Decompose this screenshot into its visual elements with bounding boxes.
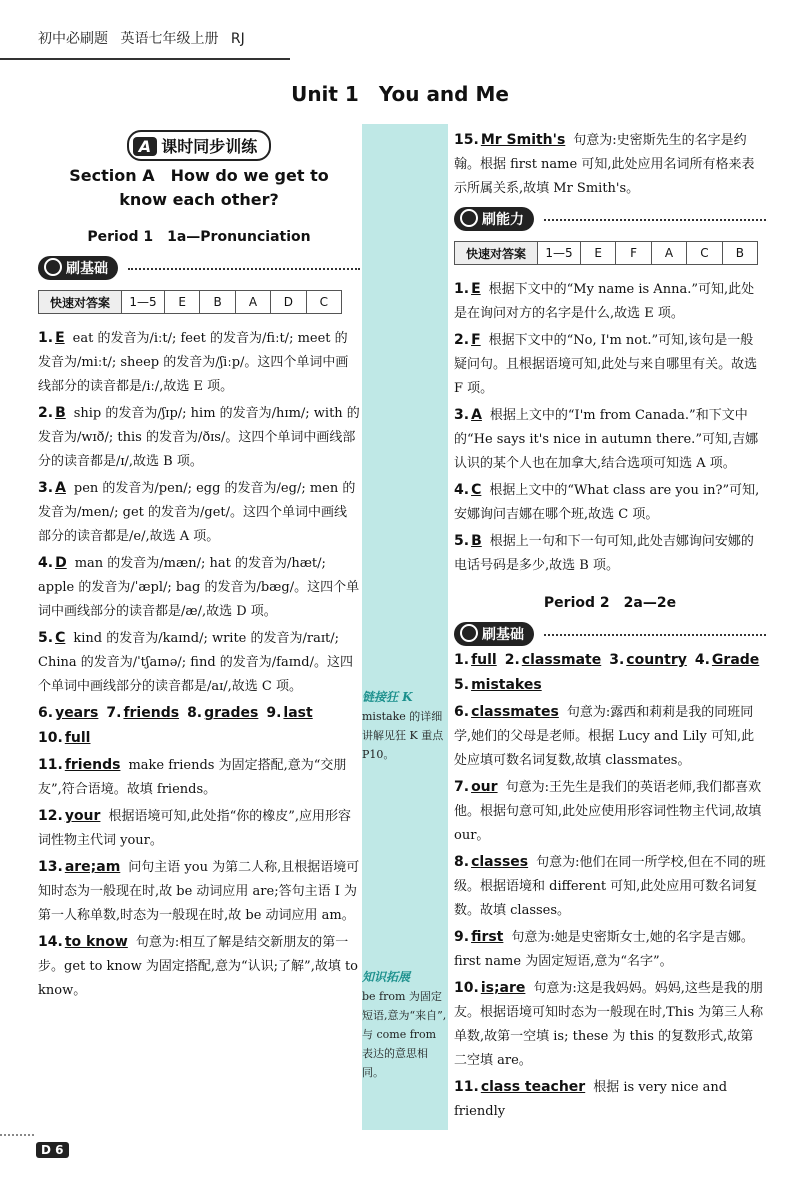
item-explanation: 根据下文中的“My name is Anna.”可知,此处是在询问对方的名字是什么,故选 E 项。 (454, 282, 755, 321)
answer-item (38, 401, 360, 474)
answer-list (38, 326, 360, 699)
item-answer: friends (123, 705, 180, 721)
brush-icon (460, 624, 478, 642)
header-rule (0, 58, 290, 60)
answer-item (38, 753, 360, 802)
item-answer: are;am (64, 859, 121, 875)
item-number: 12. (38, 808, 63, 824)
side-note-tag: 知识拓展 (362, 970, 411, 984)
quick-answer-table: 快速对答案 1—5 E F A C B (454, 241, 758, 265)
item-answer: A (471, 407, 482, 423)
answer-item (454, 277, 766, 326)
item-number: 2. (38, 405, 54, 421)
header-edition: RJ (230, 31, 245, 47)
item-number: 8. (187, 705, 203, 721)
answer-item (454, 700, 766, 773)
brush-icon (460, 209, 478, 227)
footer-rule (0, 1134, 34, 1136)
item-explanation: pen 的发音为/pen/; egg 的发音为/eg/; men 的发音为/men/; get 的发音为/get/。这四个单词中画线部分的读音都是/e/,故选 A 项。 (38, 481, 356, 544)
item-number: 3. (38, 480, 54, 496)
answer-item (454, 925, 766, 974)
item-answer: E (55, 330, 65, 346)
item-number: 2. (504, 652, 520, 668)
item-number: 7. (106, 705, 122, 721)
answer-list (454, 277, 766, 578)
item-answer: classes (471, 854, 529, 870)
item-explanation: make friends 为固定搭配,意为“交朋友”,符合语境。故填 friends。 (38, 758, 347, 797)
item-explanation: 根据上文中的“I'm from Canada.”和下文中的“He says it's nice in autumn there.”可知,吉娜认识的某个人也在加拿大,结合选项可知选 A 项。 (454, 408, 759, 471)
answer-list (454, 128, 766, 201)
side-note-link (362, 688, 448, 764)
item-answer: class teacher (480, 1079, 586, 1095)
item-answer: full (471, 652, 497, 668)
item-number: 11. (454, 1079, 479, 1095)
item-explanation: 句意为:露西和莉莉是我的同班同学,她们的父母是老师。根据 Lucy and Lily 可知,此处应填可数名词复数,故填 classmates。 (454, 705, 755, 768)
item-answer: is;are (480, 980, 526, 996)
side-note-tag: 链接狂 K (362, 690, 413, 704)
side-note-knowledge (362, 968, 448, 1082)
answer-item (38, 804, 360, 853)
banner-text: 课时同步训练 (161, 137, 258, 156)
answer-item (454, 673, 766, 698)
item-explanation: 问句主语 you 为第二人称,且根据语境可知时态为一般现在时,故 be 动词应用 are;答句主语 I 为第一人称单数,时态为一般现在时,故 be 动词应用 am。 (38, 860, 360, 923)
item-number: 4. (454, 482, 470, 498)
item-number: 6. (38, 705, 54, 721)
item-answer: last (283, 705, 313, 721)
item-answer: Mr Smith's (480, 132, 566, 148)
item-explanation: man 的发音为/mæn/; hat 的发音为/hæt/; apple 的发音为/ˈæpl/; bag 的发音为/bæg/。这四个单词中画线部分的读音都是/æ/,故选 D 项。 (38, 556, 360, 619)
answer-item (454, 403, 766, 476)
answer-list (454, 673, 766, 1124)
answer-item (38, 476, 360, 549)
header-series: 初中必刷题 (38, 31, 108, 47)
item-number: 5. (454, 533, 470, 549)
answer-item (38, 855, 360, 928)
item-number: 15. (454, 132, 479, 148)
item-explanation: 句意为:相互了解是结交新朋友的第一步。get to know 为固定搭配,意为“认识;了解”,故填 to know。 (38, 935, 359, 998)
answer-item (454, 850, 766, 923)
header-subject: 英语七年级上册 (120, 31, 219, 47)
item-number: 8. (454, 854, 470, 870)
item-explanation: 根据上一句和下一句可知,此处吉娜询问安娜的电话号码是多少,故选 B 项。 (454, 534, 754, 573)
item-answer: your (64, 808, 101, 824)
item-answer: country (626, 652, 687, 668)
item-number: 4. (694, 652, 710, 668)
answer-item (38, 726, 360, 751)
answer-item (38, 326, 360, 399)
item-number: 2. (454, 332, 470, 348)
item-answer: friends (64, 757, 121, 773)
item-explanation: ship 的发音为/ʃɪp/; him 的发音为/hɪm/; with 的发音为/wɪð/; this 的发音为/ðɪs/。这四个单词中画线部分的读音都是/ɪ/,故选 B 项。 (38, 406, 360, 469)
answer-item (454, 328, 766, 401)
item-answer: full (64, 730, 91, 746)
item-answer: mistakes (471, 677, 542, 693)
item-answer: our (471, 779, 498, 795)
item-number: 3. (454, 407, 470, 423)
page-header (38, 28, 253, 48)
section-banner (38, 130, 360, 156)
answer-item (38, 551, 360, 624)
item-number: 10. (454, 980, 479, 996)
item-answer: A (55, 480, 66, 496)
skill-heading: 刷基础 (38, 254, 360, 282)
item-number: 1. (454, 652, 470, 668)
item-answer: classmate (521, 652, 602, 668)
item-number: 13. (38, 859, 63, 875)
item-number: 5. (454, 677, 470, 693)
item-answer: D (55, 555, 67, 571)
item-number: 9. (454, 929, 470, 945)
item-answer: B (471, 533, 482, 549)
answer-item (454, 976, 766, 1073)
quick-answer-table: 快速对答案 1—5 E B A D C (38, 290, 342, 314)
item-answer: C (55, 630, 66, 646)
answer-list (38, 726, 360, 1003)
answer-item (454, 529, 766, 578)
item-answer: grades (204, 705, 259, 721)
item-answer: to know (64, 934, 128, 950)
answer-item (454, 478, 766, 527)
side-note-text: mistake 的详细讲解见狂 K 重点 P10。 (362, 710, 444, 761)
answer-item (454, 775, 766, 848)
banner-letter: A (133, 137, 157, 156)
skill-heading: 刷能力 (454, 205, 766, 233)
section-title: Section A How do we get to know each other? (69, 166, 329, 209)
item-explanation: 根据下文中的“No, I'm not.”可知,该句是一般疑问句。且根据语境可知,此处与来自哪里有关。故选 F 项。 (454, 333, 758, 396)
short-answers-row (38, 701, 360, 726)
item-explanation: 句意为:她是史密斯女士,她的名字是吉娜。first name 为固定短语,意为“名字”。 (454, 930, 754, 969)
item-explanation: 句意为:他们在同一所学校,但在不同的班级。根据语境和 different 可知,此处应用可数名词复数。故填 classes。 (454, 855, 766, 918)
item-number: 9. (266, 705, 282, 721)
item-explanation: kind 的发音为/kaɪnd/; write 的发音为/raɪt/; China 的发音为/ˈtʃaɪnə/; find 的发音为/faɪnd/。这四个单词中画线部分的读音都是/aɪ/,故选 C 项。 (38, 631, 353, 694)
answer-item (454, 128, 766, 201)
item-number: 6. (454, 704, 470, 720)
item-answer: E (471, 281, 481, 297)
item-answer: classmates (471, 704, 559, 720)
answer-item (38, 930, 360, 1003)
item-number: 7. (454, 779, 470, 795)
item-answer: B (55, 405, 66, 421)
item-explanation: 根据上文中的“What class are you in?”可知,安娜询问吉娜在哪个班,故选 C 项。 (454, 483, 760, 522)
item-number: 11. (38, 757, 63, 773)
item-explanation: 句意为:王先生是我们的英语老师,我们都喜欢他。根据句意可知,此处应使用形容词性物主代词,故填 our。 (454, 780, 762, 843)
item-answer: Grade (711, 652, 760, 668)
item-answer: C (471, 482, 482, 498)
left-column (38, 128, 360, 1005)
item-explanation: eat 的发音为/iːt/; feet 的发音为/fiːt/; meet 的发音为/miːt/; sheep 的发音为/ʃiːp/。这四个单词中画线部分的读音都是/iː/,故选 E 项。 (38, 331, 349, 394)
item-number: 3. (609, 652, 625, 668)
short-answers-row (454, 648, 766, 673)
page-number: D 6 (36, 1142, 69, 1158)
item-number: 10. (38, 730, 63, 746)
item-explanation: 根据语境可知,此处指“你的橡皮”,应用形容词性物主代词 your。 (38, 809, 351, 848)
item-answer: years (55, 705, 99, 721)
item-answer: first (471, 929, 504, 945)
answer-item (38, 626, 360, 699)
item-number: 14. (38, 934, 63, 950)
item-number: 1. (454, 281, 470, 297)
item-explanation: 根据 is very nice and friendly (454, 1080, 728, 1119)
right-column (454, 128, 766, 1126)
period-title: Period 1 1a—Pronunciation (87, 229, 311, 245)
unit-title: Unit 1 You and Me (291, 82, 509, 106)
item-explanation: 句意为:这是我妈妈。妈妈,这些是我的朋友。根据语境可知时态为一般现在时,This 为第三人称单数,故第一空填 is; these 为 this 的复数形式,故第二空填 are。 (454, 981, 764, 1068)
period-title: Period 2 2a—2e (543, 595, 677, 611)
item-answer: F (471, 332, 481, 348)
item-number: 4. (38, 555, 54, 571)
item-number: 5. (38, 630, 54, 646)
item-explanation: 句意为:史密斯先生的名字是约翰。根据 first name 可知,此处应用名词所有格来表示所属关系,故填 Mr Smith's。 (454, 133, 755, 196)
skill-heading: 刷基础 (454, 620, 766, 648)
brush-icon (44, 258, 62, 276)
side-note-text: be from 为固定短语,意为“来自”,与 come from 表达的意思相同。 (362, 990, 447, 1079)
item-number: 1. (38, 330, 54, 346)
answer-item (454, 1075, 766, 1124)
